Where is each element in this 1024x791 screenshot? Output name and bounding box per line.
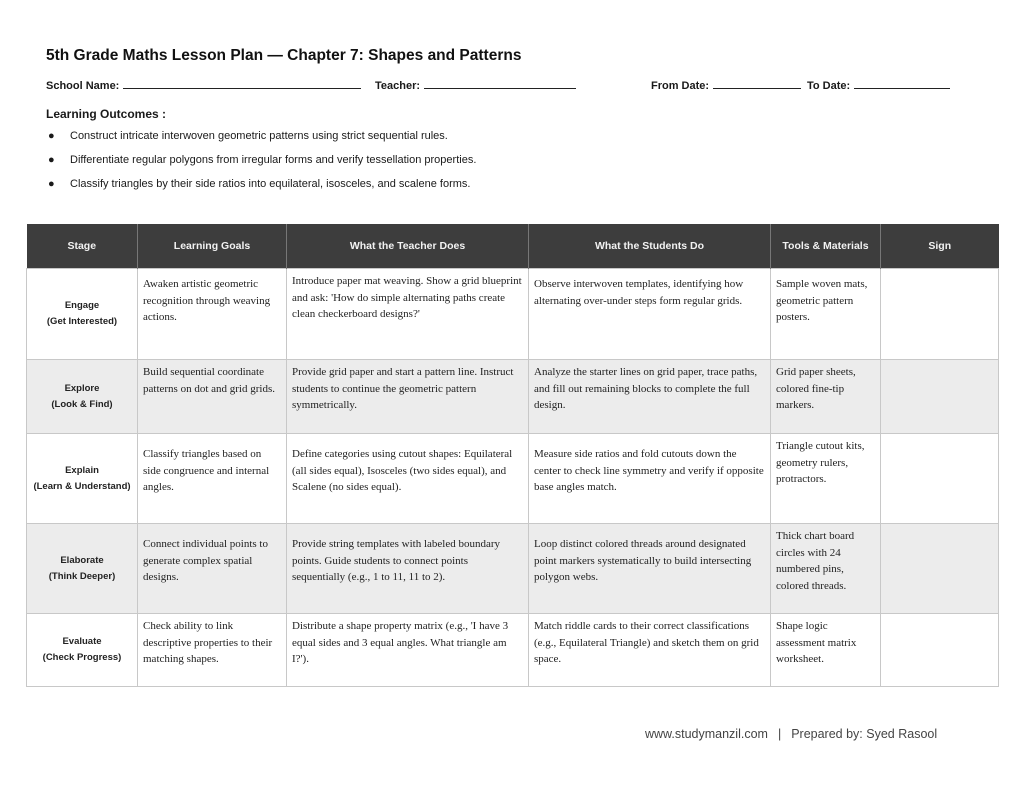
bullet-icon: ● (48, 130, 55, 142)
sign-cell[interactable] (881, 524, 999, 614)
school-name-blank[interactable] (123, 78, 361, 89)
bullet-icon: ● (48, 154, 55, 166)
header-sign: Sign (881, 224, 999, 269)
sign-cell[interactable] (881, 614, 999, 687)
stage-cell (27, 269, 138, 360)
header-stage: Stage (27, 224, 138, 269)
stage-subtitle: (Check Progress) (42, 652, 122, 663)
teacher-cell: Provide grid paper and start a pattern line. Instruct students to continue the geometric pattern symmetrically. (287, 360, 529, 434)
tools-cell: Sample woven mats, geometric pattern posters. (771, 269, 881, 360)
stage-subtitle: (Learn & Understand) (33, 480, 131, 492)
teacher-label: Teacher: (375, 80, 421, 92)
stage-name: Elaborate (60, 554, 104, 566)
to-date-field[interactable] (807, 78, 950, 92)
learning-outcomes-list (46, 128, 476, 200)
list-item (46, 128, 476, 152)
tools-cell: Grid paper sheets, colored fine-tip markers. (771, 360, 881, 434)
footer-prepared-by: Prepared by: Syed Rasool (791, 727, 938, 741)
stage-cell (27, 360, 138, 434)
stage-cell (27, 434, 138, 524)
students-cell: Observe interwoven templates, identifying how alternating over-under steps form regular grids. (529, 269, 771, 360)
sign-cell[interactable] (881, 360, 999, 434)
table-row (27, 524, 999, 614)
teacher-field[interactable] (375, 78, 576, 92)
teacher-blank[interactable] (424, 78, 576, 89)
list-item (46, 152, 476, 176)
teacher-cell: Define categories using cutout shapes: Equilateral (all sides equal), Isosceles (two sides equal), and Scalene (no sides equal). (287, 434, 529, 524)
goals-cell: Awaken artistic geometric recognition through weaving actions. (138, 269, 287, 360)
table-row (27, 269, 999, 360)
stage-subtitle: (Get Interested) (46, 316, 118, 327)
tools-cell: Thick chart board circles with 24 numbered pins, colored threads. (771, 524, 881, 614)
goals-cell: Build sequential coordinate patterns on dot and grid grids. (138, 360, 287, 434)
footer-website-link[interactable]: www.studymanzil.com (645, 727, 768, 741)
stage-name: Explore (64, 382, 100, 394)
goals-cell: Connect individual points to generate complex spatial designs. (138, 524, 287, 614)
table-header-row (27, 224, 999, 269)
teacher-cell: Provide string templates with labeled boundary points. Guide students to connect points sequentially (e.g., 1 to 11, 11 to 2). (287, 524, 529, 614)
stage-subtitle: (Look & Find) (51, 398, 113, 410)
lesson-plan-table (26, 224, 999, 687)
from-date-blank[interactable] (713, 78, 801, 89)
from-date-field[interactable] (651, 78, 801, 92)
sign-cell[interactable] (881, 269, 999, 360)
stage-name: Explain (65, 464, 99, 476)
goals-cell: Classify triangles based on side congruence and internal angles. (138, 434, 287, 524)
outcome-text: Construct intricate interwoven geometric patterns using strict sequential rules. (70, 130, 448, 142)
footer-separator: | (777, 727, 782, 741)
stage-name: Engage (64, 300, 100, 311)
sign-cell[interactable] (881, 434, 999, 524)
header-learning-goals: Learning Goals (138, 224, 287, 269)
footer (645, 727, 937, 741)
header-tools-materials: Tools & Materials (771, 224, 881, 269)
school-name-label: School Name: (46, 80, 120, 92)
students-cell: Analyze the starter lines on grid paper, trace paths, and fill out remaining blocks to complete the full design. (529, 360, 771, 434)
outcome-text: Classify triangles by their side ratios into equilateral, isosceles, and scalene forms. (70, 178, 471, 190)
bullet-icon: ● (48, 178, 55, 190)
stage-name: Evaluate (62, 636, 102, 647)
stage-subtitle: (Think Deeper) (48, 570, 116, 582)
table-row (27, 614, 999, 687)
list-item (46, 176, 476, 200)
table-row (27, 434, 999, 524)
goals-cell: Check ability to link descriptive properties to their matching shapes. (138, 614, 287, 687)
page-title: 5th Grade Maths Lesson Plan — Chapter 7: Shapes and Patterns (46, 47, 522, 64)
to-date-label: To Date: (807, 80, 851, 92)
header-teacher-does: What the Teacher Does (287, 224, 529, 269)
tools-cell: Shape logic assessment matrix worksheet. (771, 614, 881, 687)
students-cell: Measure side ratios and fold cutouts down the center to check line symmetry and verify if opposite base angles match. (529, 434, 771, 524)
teacher-cell: Distribute a shape property matrix (e.g., 'I have 3 equal sides and 3 equal angles. What triangle am I?'). (287, 614, 529, 687)
teacher-cell: Introduce paper mat weaving. Show a grid blueprint and ask: 'How do simple alternating paths create clean checkerboard designs?' (287, 269, 529, 360)
stage-cell (27, 524, 138, 614)
tools-cell: Triangle cutout kits, geometry rulers, protractors. (771, 434, 881, 524)
students-cell: Loop distinct colored threads around designated point markers systematically to build intersecting polygon webs. (529, 524, 771, 614)
students-cell: Match riddle cards to their correct classifications (e.g., Equilateral Triangle) and sketch them on grid space. (529, 614, 771, 687)
outcome-text: Differentiate regular polygons from irregular forms and verify tessellation properties. (70, 154, 477, 166)
from-date-label: From Date: (651, 80, 710, 92)
table-row (27, 360, 999, 434)
to-date-blank[interactable] (854, 78, 950, 89)
meta-row (46, 78, 984, 94)
learning-outcomes-heading: Learning Outcomes : (46, 107, 167, 121)
header-students-do: What the Students Do (529, 224, 771, 269)
stage-cell (27, 614, 138, 687)
school-name-field[interactable] (46, 78, 361, 92)
